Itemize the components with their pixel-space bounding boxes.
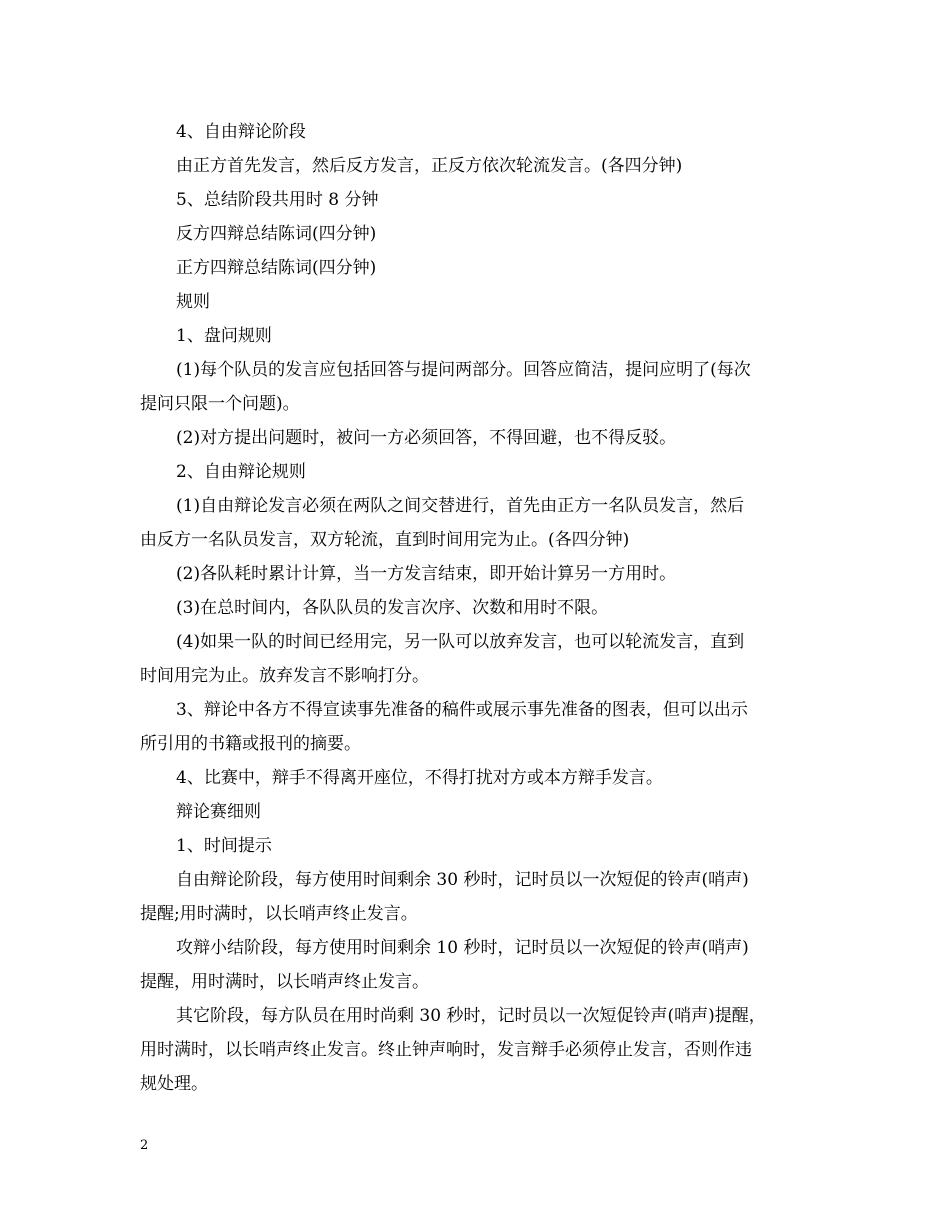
text-line: 提问只限一个问题)。: [140, 394, 300, 414]
text-line: 由反方一名队员发言，双方轮流，直到时间用完为止。(各四分钟): [140, 530, 630, 550]
text-line: 2、自由辩论规则: [176, 462, 306, 482]
text-line: (1)每个队员的发言应包括回答与提问两部分。回答应简洁，提问应明了(每次: [176, 360, 751, 380]
text-line: 由正方首先发言，然后反方发言，正反方依次轮流发言。(各四分钟): [176, 156, 683, 176]
text-line: 提醒，用时满时，以长哨声终止发言。: [140, 972, 429, 992]
text-line: 提醒;用时满时，以长哨声终止发言。: [140, 904, 418, 924]
text-line: 反方四辩总结陈词(四分钟): [176, 224, 377, 244]
text-line: (1)自由辩论发言必须在两队之间交替进行，首先由正方一名队员发言，然后: [176, 496, 745, 516]
section-heading: 辩论赛细则: [176, 802, 261, 822]
text-line: 5、总结阶段共用时 8 分钟: [176, 190, 379, 210]
text-line: 所引用的书籍或报刊的摘要。: [140, 734, 361, 754]
text-line: (4)如果一队的时间已经用完，另一队可以放弃发言，也可以轮流发言，直到: [176, 632, 745, 652]
text-line: 规处理。: [140, 1074, 208, 1094]
text-line: 自由辩论阶段，每方使用时间剩余 30 秒时，记时员以一次短促的铃声(哨声): [176, 870, 749, 890]
text-line: (2)各队耗时累计计算，当一方发言结束，即开始计算另一方用时。: [176, 564, 677, 584]
text-line: 3、辩论中各方不得宣读事先准备的稿件或展示事先准备的图表，但可以出示: [176, 700, 748, 720]
text-line: 1、时间提示: [176, 836, 272, 856]
text-line: (2)对方提出问题时，被问一方必须回答，不得回避，也不得反驳。: [176, 428, 677, 448]
page-number: 2: [140, 1138, 149, 1153]
text-line: 其它阶段，每方队员在用时尚剩 30 秒时，记时员以一次短促铃声(哨声)提醒，: [176, 1006, 766, 1026]
text-line: 攻辩小结阶段，每方使用时间剩余 10 秒时，记时员以一次短促的铃声(哨声): [176, 938, 749, 958]
text-line: 时间用完为止。放弃发言不影响打分。: [140, 666, 429, 686]
text-line: (3)在总时间内，各队队员的发言次序、次数和用时不限。: [176, 598, 609, 618]
text-line: 4、自由辩论阶段: [176, 122, 306, 142]
text-line: 1、盘问规则: [176, 326, 272, 346]
text-line: 正方四辩总结陈词(四分钟): [176, 258, 377, 278]
text-line: 用时满时，以长哨声终止发言。终止钟声响时，发言辩手必须停止发言，否则作违: [140, 1040, 752, 1060]
text-line: 4、比赛中，辩手不得离开座位，不得打扰对方或本方辩手发言。: [176, 768, 663, 788]
section-heading: 规则: [176, 292, 210, 312]
